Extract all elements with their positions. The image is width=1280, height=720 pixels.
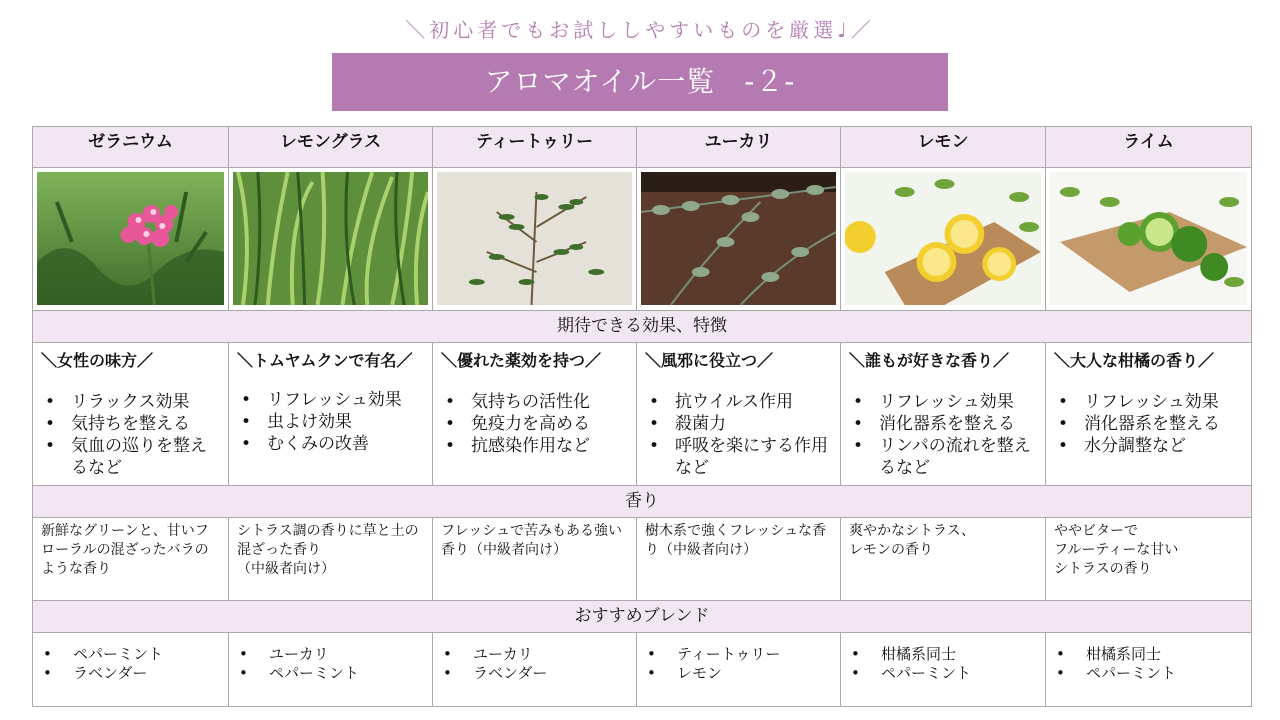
list-item: • 柑橘系同士: [849, 645, 1039, 664]
effects-lemongrass: [229, 343, 433, 486]
effects-header-row: [33, 311, 1252, 343]
blend-header-row: [33, 601, 1252, 633]
list-item: • リフレッシュ効果: [1054, 391, 1245, 413]
list-item: • ペパーミント: [237, 664, 426, 683]
effects-lemon: [841, 343, 1046, 486]
blend-row: [33, 633, 1252, 707]
list-item: • ペパーミント: [1054, 664, 1245, 683]
list-item: • 抗感染作用など: [441, 435, 630, 457]
list-item: • 消化器系を整える: [1054, 413, 1245, 435]
section-aroma: 香り: [33, 486, 1252, 518]
aroma-lemongrass: シトラス調の香りに草と土の混ざった香り （中級者向け）: [229, 518, 433, 601]
oil-name-geranium: ゼラニウム: [33, 127, 229, 168]
oil-name-teatree: ティートゥリー: [433, 127, 637, 168]
list-item: • 柑橘系同士: [1054, 645, 1245, 664]
list-item: • 免疫力を高める: [441, 413, 630, 435]
blend-teatree: [433, 633, 637, 707]
aroma-header-row: [33, 486, 1252, 518]
list-item: • リフレッシュ効果: [849, 391, 1039, 413]
effect-heading: ＼女性の味方／: [41, 351, 154, 370]
aroma-lime: ややビターで フルーティーな甘い シトラスの香り: [1046, 518, 1252, 601]
list-item: • リラックス効果: [41, 391, 222, 413]
blend-lime: [1046, 633, 1252, 707]
blend-geranium: [33, 633, 229, 707]
lime-photo: [1050, 172, 1247, 305]
photo-row: [33, 168, 1252, 311]
oil-name-lemon: レモン: [841, 127, 1046, 168]
lemongrass-photo: [233, 172, 428, 305]
name-row: [33, 127, 1252, 168]
effect-heading: ＼風邪に役立つ／: [645, 351, 774, 370]
effects-lime: [1046, 343, 1252, 486]
effects-teatree: [433, 343, 637, 486]
effects-row: [33, 343, 1252, 486]
oil-table: [32, 126, 1252, 707]
list-item: • 虫よけ効果: [237, 411, 426, 433]
effect-heading: ＼優れた薬効を持つ／: [441, 351, 602, 370]
effect-heading: ＼誰もが好きな香り／: [849, 351, 1010, 370]
list-item: • ラベンダー: [441, 664, 630, 683]
list-item: • 水分調整など: [1054, 435, 1245, 457]
list-item: • 消化器系を整える: [849, 413, 1039, 435]
lemon-photo: [845, 172, 1041, 305]
blend-eucalyptus: [637, 633, 841, 707]
aroma-teatree: フレッシュで苦みもある強い香り（中級者向け）: [433, 518, 637, 601]
list-item: • ペパーミント: [41, 645, 222, 664]
effects-eucalyptus: [637, 343, 841, 486]
aroma-lemon: 爽やかなシトラス、 レモンの香り: [841, 518, 1046, 601]
oil-name-lime: ライム: [1046, 127, 1252, 168]
list-item: • ユーカリ: [441, 645, 630, 664]
list-item: • リンパの流れを整えるなど: [849, 435, 1039, 479]
list-item: • むくみの改善: [237, 433, 426, 455]
list-item: • 抗ウイルス作用: [645, 391, 834, 413]
tagline: ＼初心者でもお試ししやすいものを厳選♩／: [405, 18, 875, 42]
list-item: • リフレッシュ効果: [237, 389, 426, 411]
list-item: • 気血の巡りを整えるなど: [41, 435, 222, 479]
geranium-photo: [37, 172, 224, 305]
list-item: • ラベンダー: [41, 664, 222, 683]
section-effects: 期待できる効果、特徴: [33, 311, 1252, 343]
aroma-geranium: 新鮮なグリーンと、甘いフローラルの混ざったバラのような香り: [33, 518, 229, 601]
effects-geranium: [33, 343, 229, 486]
effect-heading: ＼トムヤムクンで有名／: [237, 351, 413, 370]
oil-name-lemongrass: レモングラス: [229, 127, 433, 168]
effect-heading: ＼大人な柑橘の香り／: [1054, 351, 1215, 370]
list-item: • 呼吸を楽にする作用など: [645, 435, 834, 479]
teatree-photo: [437, 172, 632, 305]
list-item: • 気持ちの活性化: [441, 391, 630, 413]
list-item: • ユーカリ: [237, 645, 426, 664]
oil-name-eucalyptus: ユーカリ: [637, 127, 841, 168]
page-title: アロマオイル一覧 -２-: [332, 53, 948, 111]
list-item: • 殺菌力: [645, 413, 834, 435]
aroma-row: [33, 518, 1252, 601]
list-item: • ペパーミント: [849, 664, 1039, 683]
list-item: • 気持ちを整える: [41, 413, 222, 435]
blend-lemon: [841, 633, 1046, 707]
blend-lemongrass: [229, 633, 433, 707]
eucalyptus-photo: [641, 172, 836, 305]
list-item: • ティートゥリー: [645, 645, 834, 664]
section-blend: おすすめブレンド: [33, 601, 1252, 633]
aroma-eucalyptus: 樹木系で強くフレッシュな香り（中級者向け）: [637, 518, 841, 601]
list-item: • レモン: [645, 664, 834, 683]
